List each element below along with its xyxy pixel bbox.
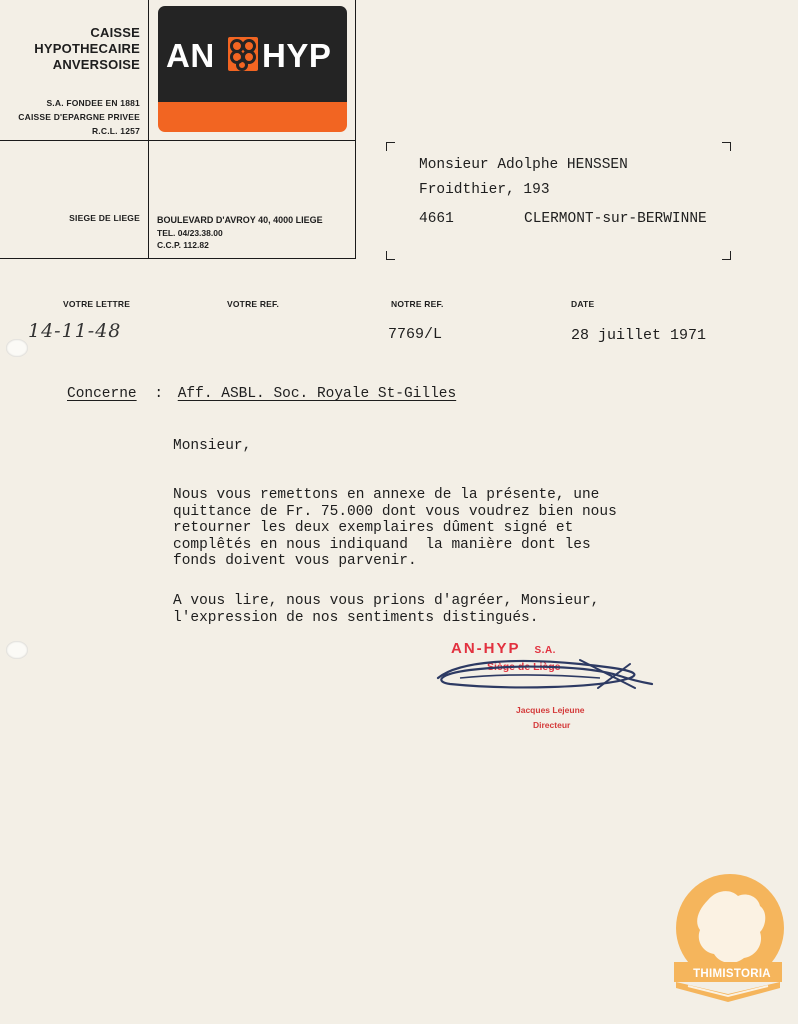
votre-lettre-label: VOTRE LETTRE	[63, 299, 131, 309]
company-name	[34, 25, 140, 73]
window-corner-bl	[386, 251, 395, 260]
concerne-line	[67, 386, 456, 402]
address-street: BOULEVARD D'AVROY 40, 4000 LIEGE	[157, 215, 323, 225]
company-name-line-2: HYPOTHECAIRE	[34, 41, 140, 56]
logo-orange-band	[158, 102, 347, 132]
logo-text-an: AN	[166, 37, 215, 74]
letter-date: 28 juillet 1971	[571, 327, 707, 344]
thimistoria-logo	[668, 870, 788, 1010]
salutation: Monsieur,	[173, 438, 252, 454]
letterhead-divider-bottom	[0, 258, 356, 259]
date-label: DATE	[571, 299, 595, 309]
anhyp-logo	[158, 6, 347, 132]
signatory-title: Directeur	[533, 720, 571, 730]
letterhead-divider-right	[355, 0, 356, 258]
address-ccp: C.C.P. 112.82	[157, 240, 209, 250]
stamp-siege: Siège de Liège	[487, 661, 561, 673]
recipient-block	[419, 153, 628, 203]
recipient-street: Froidthier, 193	[419, 182, 550, 198]
logo-text-hyp: HYP	[262, 37, 332, 74]
handwritten-signature	[430, 648, 660, 698]
stamp-suffix: S.A.	[534, 645, 556, 656]
company-name-line-1: CAISSE	[90, 25, 140, 40]
signatory-name: Jacques Lejeune	[516, 705, 585, 715]
company-founded: S.A. FONDEE EN 1881	[46, 98, 140, 108]
body-paragraph-2: A vous lire, nous vous prions d'agréer, Monsieur, l'expression de nos sentiments distingués.	[173, 593, 600, 626]
concerne-label: Concerne	[67, 386, 137, 402]
punch-hole-top	[6, 339, 28, 357]
concerne-subject: Aff. ASBL. Soc. Royale St-Gilles	[177, 386, 457, 402]
letterhead-divider-vertical	[148, 0, 149, 258]
notre-ref-value: 7769/L	[388, 326, 443, 343]
recipient-town: CLERMONT-sur-BERWINNE	[524, 211, 707, 227]
company-address	[157, 214, 323, 252]
company-name-line-3: ANVERSOISE	[52, 57, 140, 72]
votre-lettre-handwritten: 14-11-48	[28, 320, 122, 342]
recipient-name: Monsieur Adolphe HENSSEN	[419, 157, 628, 173]
window-corner-br	[722, 251, 731, 260]
window-corner-tr	[722, 142, 731, 151]
notre-ref-label: NOTRE REF.	[391, 299, 444, 309]
address-phone: TEL. 04/23.38.00	[157, 227, 223, 238]
body-paragraph-1: Nous vous remettons en annexe de la présente, une quittance de Fr. 75.000 dont vous voudrez bien nous retourner les deux exemplaires dûment signé et complêtés en nous indiquand la manière dont les fonds doivent vous parvenir.	[173, 487, 617, 569]
logo-rings-icon	[228, 37, 258, 71]
stamp-company: AN-HYP	[451, 640, 521, 657]
window-corner-tl	[386, 142, 395, 151]
punch-hole-bottom	[6, 641, 28, 659]
thimistoria-label: THIMISTORIA	[693, 968, 771, 980]
company-type: CAISSE D'EPARGNE PRIVEE	[18, 112, 140, 122]
siege-label: SIEGE DE LIEGE	[69, 213, 140, 223]
recipient-postcode: 4661	[419, 211, 454, 227]
concerne-separator: :	[154, 386, 164, 402]
company-register: R.C.L. 1257	[91, 126, 140, 136]
votre-ref-label: VOTRE REF.	[227, 299, 280, 309]
company-meta	[18, 96, 140, 138]
letterhead-divider-middle	[0, 140, 356, 141]
